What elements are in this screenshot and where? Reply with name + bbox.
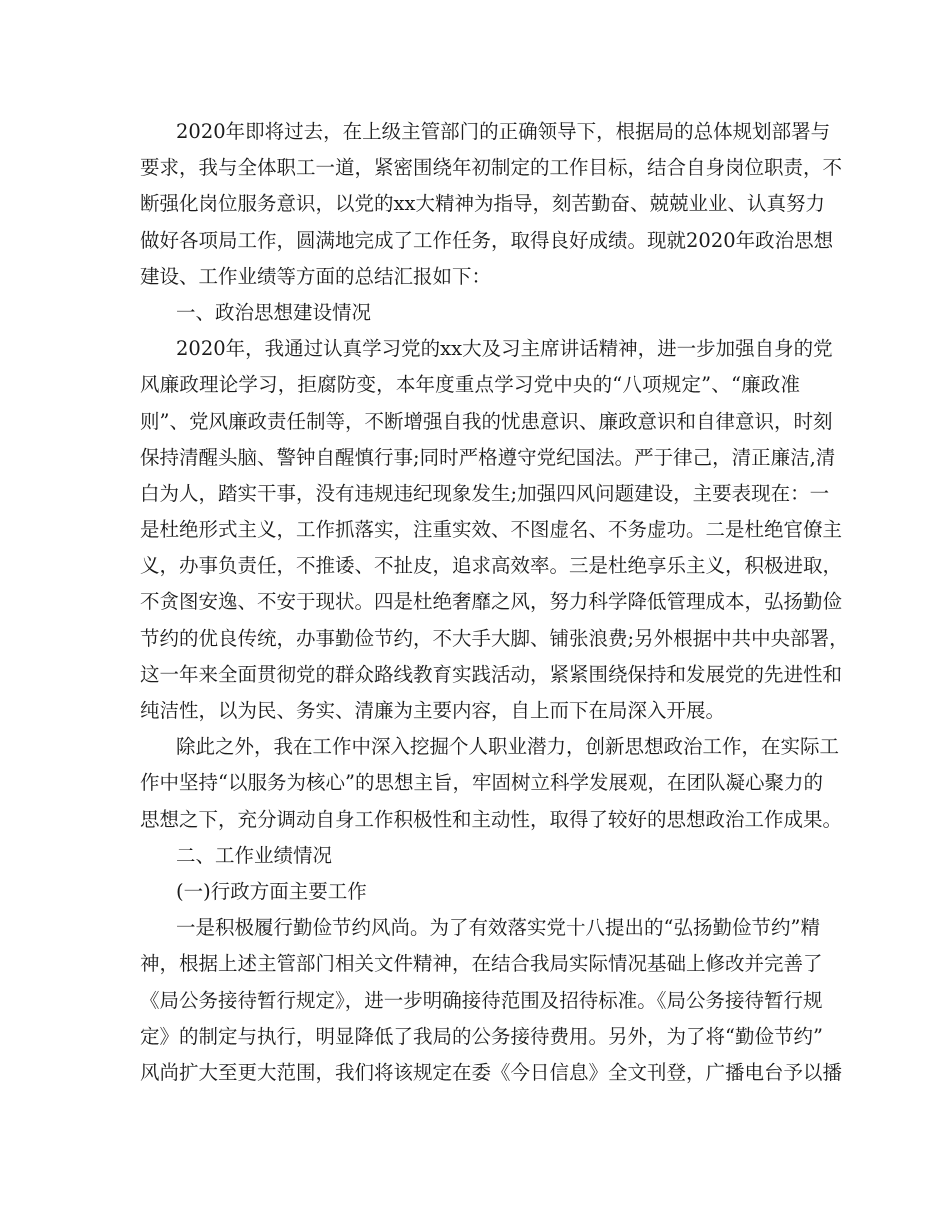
text-line: 是杜绝形式主义，工作抓落实，注重实效、不图虚名、不务虚功。二是杜绝官僚主 — [140, 518, 843, 542]
text-line: 一、政治思想建设情况 — [176, 300, 372, 324]
text-line: 保持清醒头脑、警钟自醒慎行事;同时严格遵守党纪国法。严于律己，清正廉洁,清 — [140, 445, 836, 469]
text-line: 风廉政理论学习，拒腐防变，本年度重点学习党中央的“八项规定”、“廉政准 — [140, 373, 800, 397]
text-line: 风尚扩大至更大范围，我们将该规定在委《今日信息》全文刊登，广播电台予以播 — [140, 1060, 843, 1084]
text-line: 《局公务接待暂行规定》，进一步明确接待范围及招待标准。《局公务接待暂行规 — [140, 988, 823, 1012]
text-line: 二、工作业绩情况 — [176, 843, 333, 867]
text-line: 除此之外，我在工作中深入挖掘个人职业潜力，创新思想政治工作，在实际工 — [176, 735, 840, 759]
text-line: 一是积极履行勤俭节约风尚。为了有效落实党十八提出的“弘扬勤俭节约”精 — [176, 916, 820, 940]
document-body — [140, 114, 849, 1091]
text-line: 定》的制定与执行，明显降低了我局的公务接待费用。另外，为了将“勤俭节约” — [140, 1024, 823, 1048]
text-line: 断强化岗位服务意识，以党的xx大精神为指导，刻苦勤奋、兢兢业业、认真努力 — [140, 192, 825, 216]
text-line: 2020年即将过去，在上级主管部门的正确领导下，根据局的总体规划部署与 — [176, 120, 831, 143]
text-line: 这一年来全面贯彻党的群众路线教育实践活动，紧紧围绕保持和发展党的先进性和 — [140, 662, 843, 686]
text-line: 2020年，我通过认真学习党的xx大及习主席讲话精神，进一步加强自身的党 — [176, 337, 833, 361]
text-line: 纯洁性，以为民、务实、清廉为主要内容，自上而下在局深入开展。 — [140, 699, 726, 722]
text-line: 做好各项局工作，圆满地完成了工作任务，取得良好成绩。现就2020年政治思想 — [140, 228, 834, 252]
text-line: 思想之下，充分调动自身工作积极性和主动性，取得了较好的思想政治工作成果。 — [140, 807, 843, 831]
text-line: 建设、工作业绩等方面的总结汇报如下： — [140, 264, 492, 288]
text-line: 义，办事负责任，不推诿、不扯皮，追求高效率。三是杜绝享乐主义，积极进取， — [140, 554, 843, 578]
text-line: (一)行政方面主要工作 — [176, 879, 367, 903]
text-line: 则”、党风廉政责任制等，不断增强自我的忧患意识、廉政意识和自律意识，时刻 — [140, 409, 833, 433]
text-line: 作中坚持“以服务为核心”的思想主旨，牢固树立科学发展观，在团队凝心聚力的 — [140, 771, 823, 795]
text-line: 节约的优良传统，办事勤俭节约，不大手大脚、铺张浪费;另外根据中共中央部署， — [140, 626, 849, 650]
text-line: 要求，我与全体职工一道，紧密围绕年初制定的工作目标，结合自身岗位职责，不 — [140, 156, 843, 180]
text-line: 白为人，踏实干事，没有违规违纪现象发生;加强四风问题建设，主要表现在：一 — [140, 481, 830, 505]
text-line: 不贪图安逸、不安于现状。四是杜绝奢靡之风，努力科学降低管理成本，弘扬勤俭 — [140, 590, 843, 614]
text-line: 神，根据上述主管部门相关文件精神，在结合我局实际情况基础上修改并完善了 — [140, 952, 823, 976]
